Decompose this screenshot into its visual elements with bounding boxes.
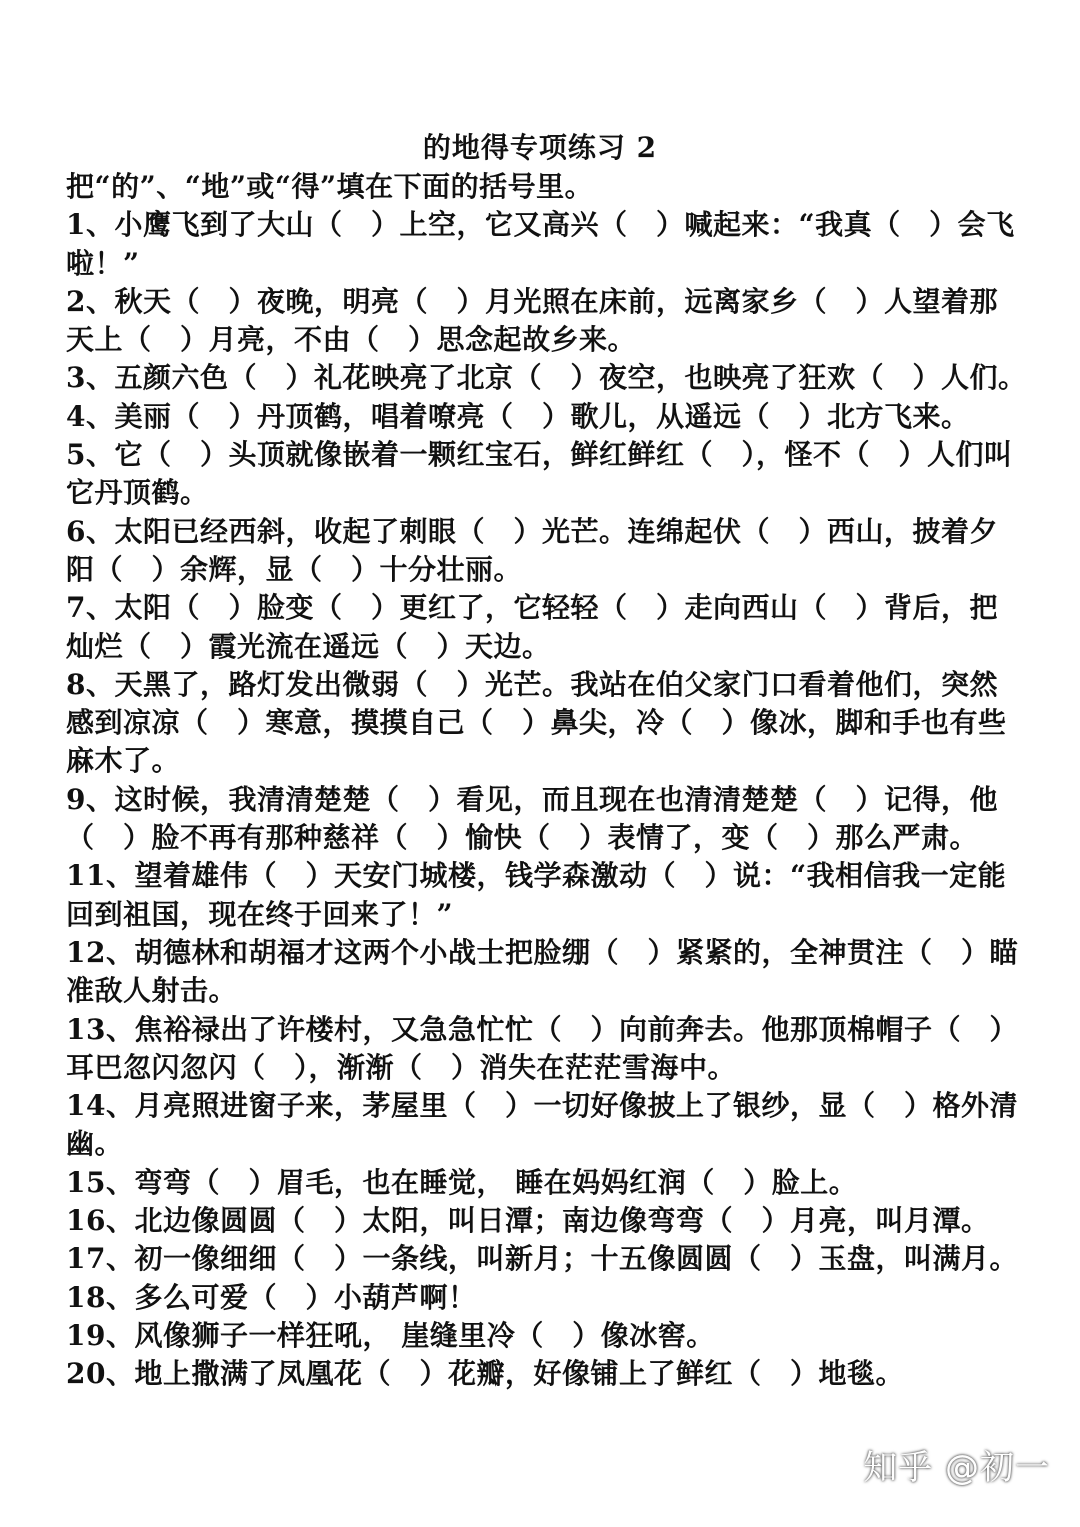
exercise-line: 啦！” — [66, 246, 140, 280]
exercise-line: 18、多么可爱（ ）小葫芦啊！ — [66, 1280, 477, 1314]
exercise-line: 准敌人射击。 — [66, 974, 238, 1008]
exercise-line: 17、初一像细细（ ）一条线，叫新月；十五像圆圆（ ）玉盘，叫满月。 — [66, 1242, 1018, 1276]
exercise-line: 幽。 — [66, 1127, 124, 1161]
exercise-line: 耳巴忽闪忽闪（ ），渐渐（ ）消失在茫茫雪海中。 — [66, 1050, 737, 1084]
exercise-line: 9、这时候，我清清楚楚（ ）看见，而且现在也清清楚楚（ ）记得，他 — [66, 782, 998, 816]
exercise-line: 11、望着雄伟（ ）天安门城楼，钱学森激动（ ）说：“我相信我一定能 — [66, 859, 1007, 893]
exercise-line: 6、太阳已经西斜，收起了刺眼（ ）光芒。连绵起伏（ ）西山，披着夕 — [66, 514, 998, 548]
exercise-line: 4、美丽（ ）丹顶鹤，唱着嘹亮（ ）歌儿，从遥远（ ）北方飞来。 — [66, 399, 970, 433]
exercise-line: 阳（ ）余辉，显（ ）十分壮丽。 — [66, 552, 523, 586]
exercise-line: 回到祖国，现在终于回来了！” — [66, 897, 454, 931]
exercise-line: 灿烂（ ）霞光流在遥远（ ）天边。 — [66, 629, 551, 663]
exercise-line: 15、弯弯（ ）眉毛，也在睡觉， 睡在妈妈红润（ ）脸上。 — [66, 1165, 858, 1199]
exercise-line: 20、地上撒满了凤凰花（ ）花瓣，好像铺上了鲜红（ ）地毯。 — [66, 1357, 904, 1391]
exercise-line: 麻木了。 — [66, 744, 181, 778]
exercise-line: 8、天黑了，路灯发出微弱（ ）光芒。我站在伯父家门口看着他们，突然 — [66, 667, 998, 701]
exercise-line: （ ）脸不再有那种慈祥（ ）愉快（ ）表情了，变（ ）那么严肃。 — [66, 821, 979, 855]
watermark-text: 知乎 @初一 — [863, 1448, 1050, 1488]
exercise-body — [66, 168, 1027, 1394]
exercise-line: 19、风像狮子一样狂吼， 崖缝里冷（ ）像冰窖。 — [66, 1318, 715, 1352]
exercise-line: 16、北边像圆圆（ ）太阳，叫日潭；南边像弯弯（ ）月亮，叫月潭。 — [66, 1204, 990, 1238]
worksheet-title: 的地得专项练习 2 — [422, 131, 658, 164]
exercise-line: 13、焦裕禄出了许楼村，又急急忙忙（ ）向前奔去。他那顶棉帽子（ ） — [66, 1012, 1018, 1046]
exercise-line: 3、五颜六色（ ）礼花映亮了北京（ ）夜空，也映亮了狂欢（ ）人们。 — [66, 361, 1027, 395]
instruction-line: 把“的”、“地”或“得”填在下面的括号里。 — [66, 170, 594, 203]
exercise-line: 14、月亮照进窗子来，茅屋里（ ）一切好像披上了银纱，显（ ）格外清 — [66, 1089, 1018, 1123]
exercise-line: 2、秋天（ ）夜晚，明亮（ ）月光照在床前，远离家乡（ ）人望着那 — [66, 284, 998, 318]
exercise-line: 12、胡德林和胡福才这两个小战士把脸绷（ ）紧紧的，全神贯注（ ）瞄 — [66, 935, 1018, 969]
exercise-line: 感到凉凉（ ）寒意，摸摸自己（ ）鼻尖，冷（ ）像冰，脚和手也有些 — [66, 706, 1007, 740]
exercise-line: 它丹顶鹤。 — [66, 476, 209, 510]
exercise-line: 5、它（ ）头顶就像嵌着一颗红宝石，鲜红鲜红（ ），怪不（ ）人们叫 — [66, 438, 1013, 472]
exercise-line: 7、太阳（ ）脸变（ ）更红了，它轻轻（ ）走向西山（ ）背后，把 — [66, 591, 998, 625]
exercise-line: 1、小鹰飞到了大山（ ）上空，它又高兴（ ）喊起来：“我真（ ）会飞 — [66, 208, 1015, 242]
exercise-line: 天上（ ）月亮，不由（ ）思念起故乡来。 — [66, 323, 637, 357]
